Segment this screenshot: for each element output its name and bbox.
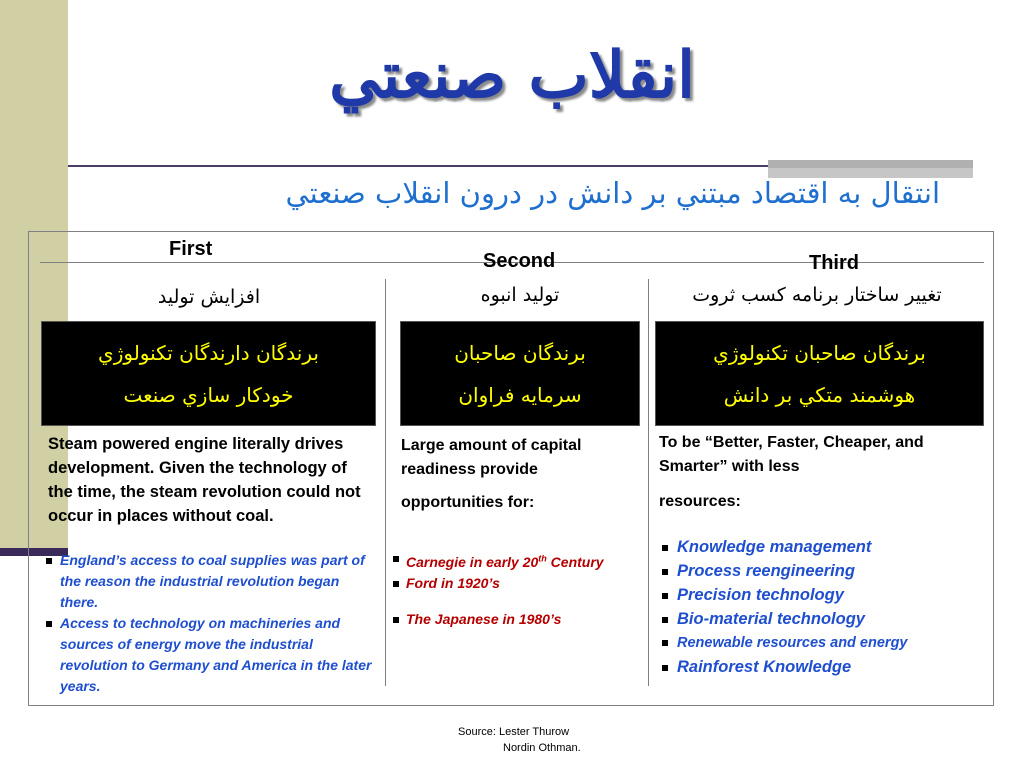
list-item: Ford in 1920’s xyxy=(392,573,652,594)
winners-first-line1: برندگان دارندگان تكنولوژي xyxy=(98,341,319,365)
bullets-first xyxy=(44,550,374,697)
heading-first: افزايش توليد xyxy=(157,286,261,308)
square-bullet-icon xyxy=(662,631,668,655)
list-item: Renewable resources and energy xyxy=(661,631,981,655)
list-item: Bio-material technology xyxy=(661,607,981,631)
winners-box-second xyxy=(400,321,640,426)
square-bullet-icon xyxy=(662,655,668,679)
description-third-line1: To be “Better, Faster, Cheaper, and Smarter” with less xyxy=(659,434,924,475)
square-bullet-icon xyxy=(393,609,399,630)
source-author: Nordin Othman. xyxy=(503,742,581,754)
winners-second-line1: برندگان صاحبان xyxy=(454,341,586,365)
list-item: The Japanese in 1980’s xyxy=(392,609,652,630)
slide-subtitle: انتقال به اقتصاد مبتني بر دانش در درون انقلاب صنعتي xyxy=(285,176,940,210)
winners-third-line2: هوشمند متكي بر دانش xyxy=(723,383,916,407)
column-divider-1 xyxy=(385,279,386,686)
title-divider xyxy=(68,165,768,167)
list-item: Access to technology on machineries and sources of energy move the industrial revolution to Germany and America in the later years. xyxy=(44,613,374,697)
square-bullet-icon xyxy=(46,550,52,571)
label-third: Third xyxy=(809,252,859,274)
square-bullet-icon xyxy=(662,559,668,583)
list-item: Rainforest Knowledge xyxy=(661,655,981,679)
description-second-line2: opportunities for: xyxy=(401,494,535,511)
square-bullet-icon xyxy=(46,613,52,634)
winners-first-line2: خودكار سازي صنعت xyxy=(123,383,294,407)
list-item: Carnegie in early 20th Century xyxy=(392,548,652,573)
label-second: Second xyxy=(483,250,556,272)
decorative-bar-top xyxy=(768,160,973,168)
square-bullet-icon xyxy=(393,573,399,594)
winners-box-first xyxy=(41,321,376,426)
label-first: First xyxy=(169,238,213,260)
description-first: Steam powered engine literally drives development. Given the technology of the time, the steam revolution could not occur in places without coal. xyxy=(48,435,361,525)
square-bullet-icon xyxy=(662,607,668,631)
source-citation: Source: Lester Thurow xyxy=(458,726,570,738)
description-third-line2: resources: xyxy=(659,493,741,510)
bullets-second xyxy=(392,548,652,630)
list-item: England’s access to coal supplies was part of the reason the industrial revolution began there. xyxy=(44,550,374,613)
description-second-line1: Large amount of capital readiness provide xyxy=(401,437,582,478)
list-item: Knowledge management xyxy=(661,535,981,559)
winners-third-line1: برندگان صاحبان تكنولوژي xyxy=(713,341,926,365)
heading-third: تغيير ساختار برنامه كسب ثروت xyxy=(692,284,942,306)
list-item: Precision technology xyxy=(661,583,981,607)
winners-second-line2: سرمايه فراوان xyxy=(458,383,582,407)
winners-box-third xyxy=(655,321,984,426)
slide-title: انقلاب صنعتي xyxy=(329,38,695,113)
square-bullet-icon xyxy=(393,548,399,569)
list-item: Process reengineering xyxy=(661,559,981,583)
square-bullet-icon xyxy=(662,583,668,607)
heading-second: توليد انبوه xyxy=(480,284,560,306)
bullets-third xyxy=(661,535,981,679)
square-bullet-icon xyxy=(662,535,668,559)
